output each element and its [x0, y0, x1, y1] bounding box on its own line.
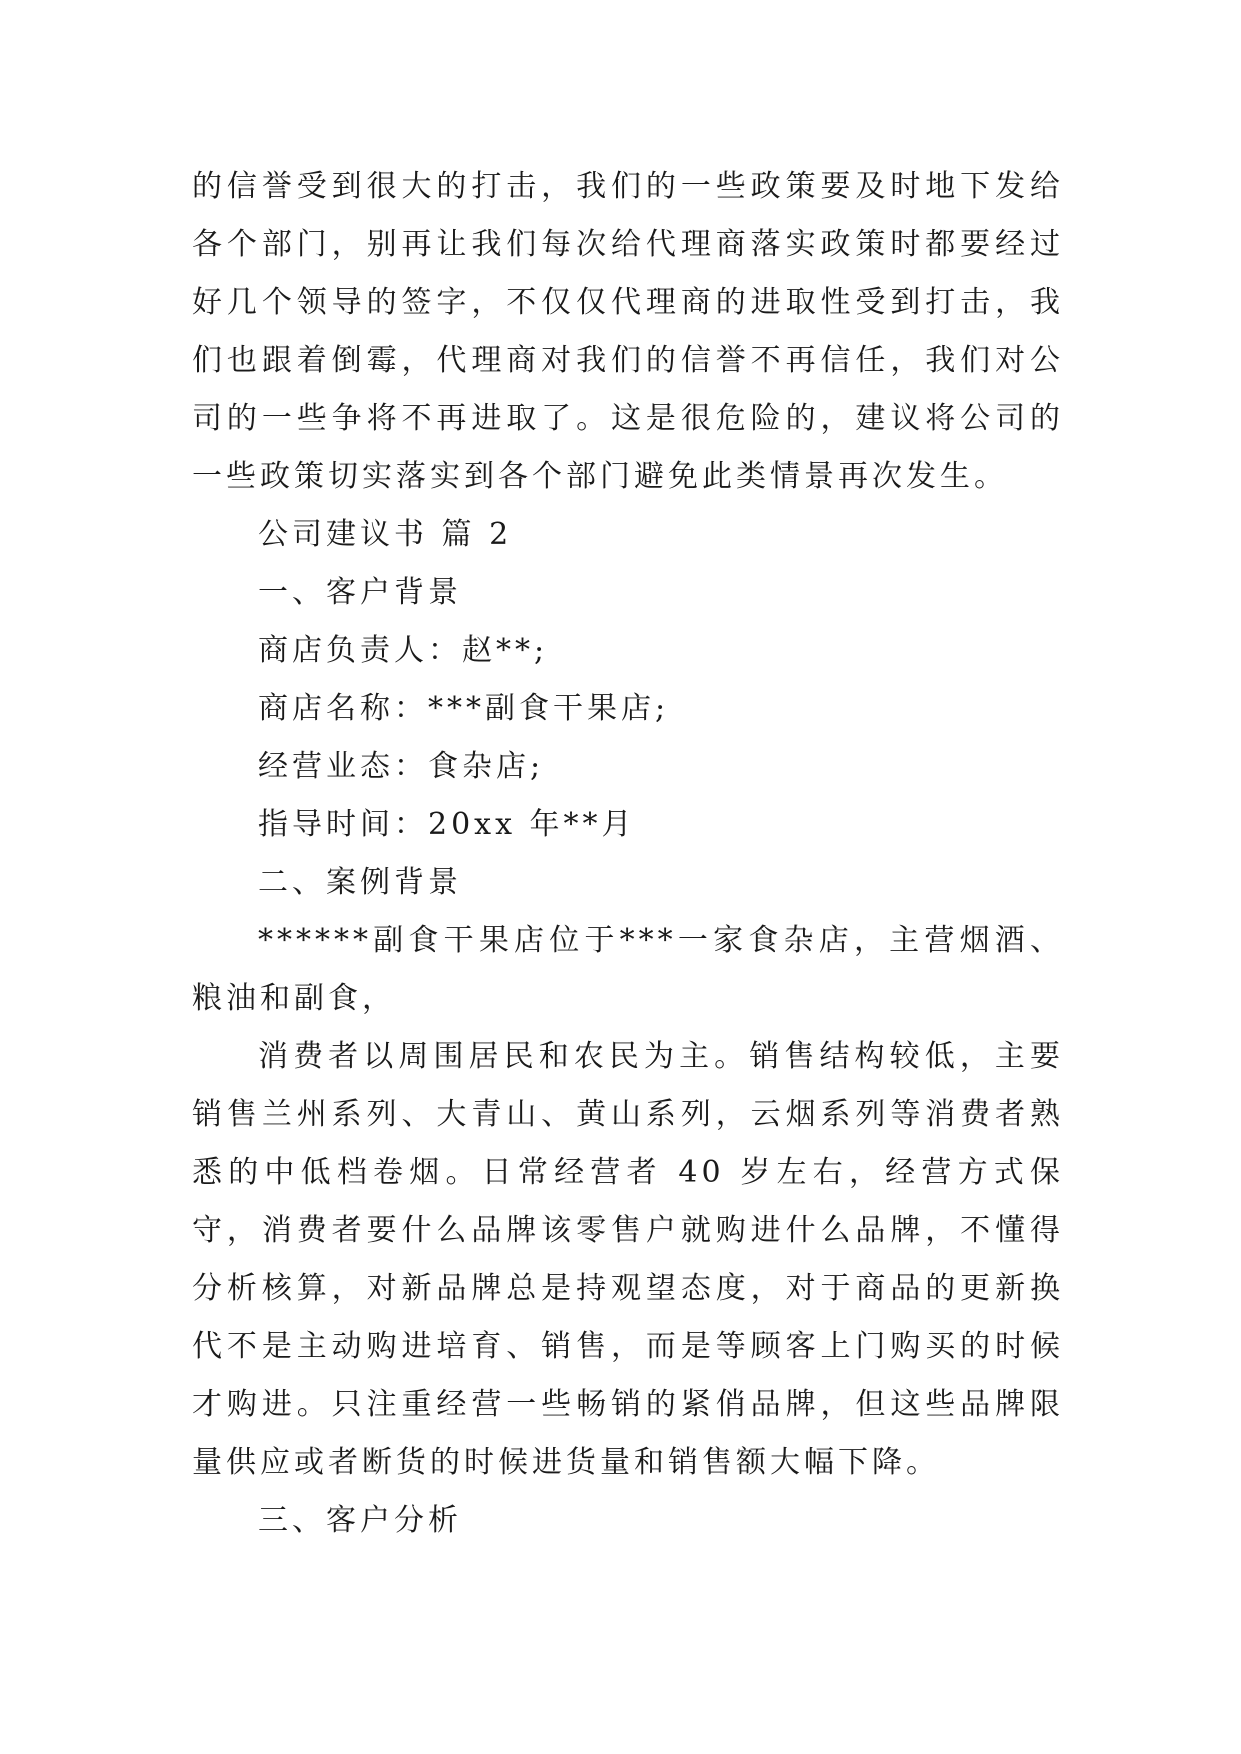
guidance-time-line: 指导时间：20xx 年**月 — [258, 807, 636, 842]
body-paragraph: 消费者以周围居民和农民为主。销售结构较低，主要销售兰州系列、大青山、黄山系列，云烟系列等消费者熟悉的中低档卷烟。日常经营者 40 岁左右，经营方式保守，消费者要什么品牌该零售户就购进什么品牌，不懂得分析核算，对新品牌总是持观望态度，对于商品的更新换代不是主动购进培育、销售，而是等顾客上门购买的时候才购进。只注重经营一些畅销的紧俏品牌，但这些品牌限量供应或者断货的时候进货量和销售额大幅下降。 — [192, 1039, 1064, 1480]
body-paragraph: ******副食干果店位于***一家食杂店，主营烟酒、粮油和副食， — [192, 923, 1064, 1016]
heading-customer-analysis: 三、客户分析 — [258, 1503, 462, 1538]
store-manager-line: 商店负责人：赵**; — [258, 633, 549, 668]
document-body — [192, 158, 1064, 1550]
business-format-line: 经营业态：食杂店; — [258, 749, 545, 784]
body-paragraph: 的信誉受到很大的打击，我们的一些政策要及时地下发给各个部门，别再让我们每次给代理商落实政策时都要经过好几个领导的签字，不仅仅代理商的进取性受到打击，我们也跟着倒霉，代理商对我们的信誉不再信任，我们对公司的一些争将不再进取了。这是很危险的，建议将公司的一些政策切实落实到各个部门避免此类情景再次发生。 — [192, 169, 1064, 494]
heading-case-background: 二、案例背景 — [258, 865, 462, 900]
heading-customer-background: 一、客户背景 — [258, 575, 462, 610]
section-title: 公司建议书 篇 2 — [258, 517, 513, 552]
store-name-line: 商店名称：***副食干果店; — [258, 691, 670, 726]
